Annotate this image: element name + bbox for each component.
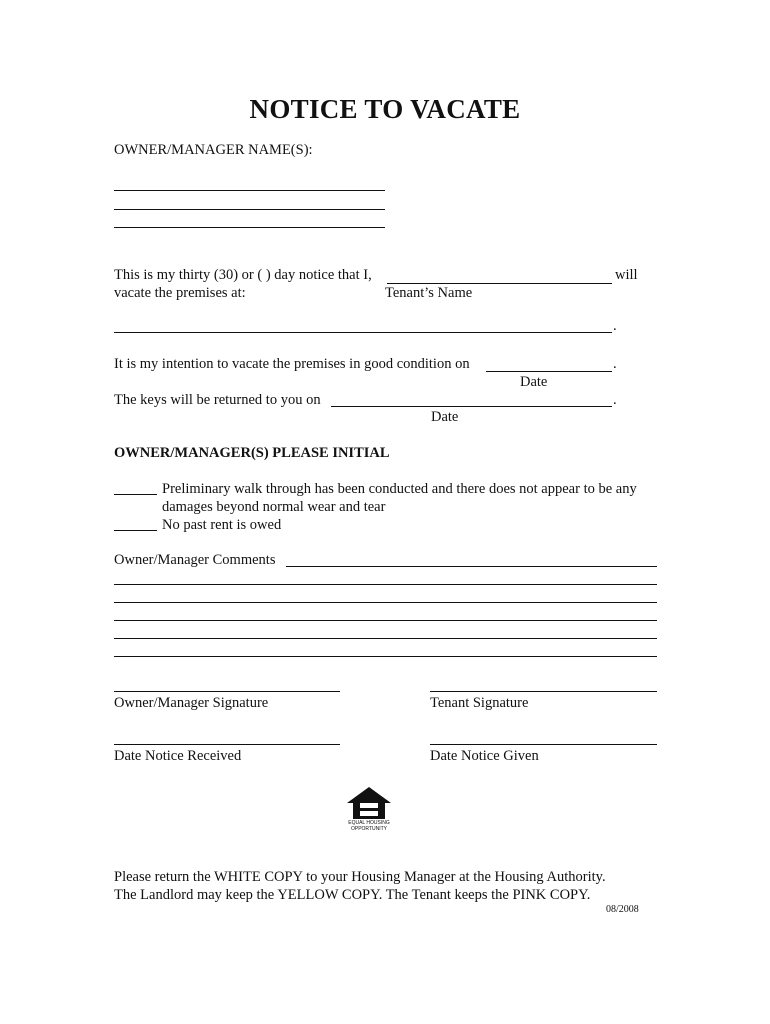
owner-names-label: OWNER/MANAGER NAME(S):: [114, 142, 313, 158]
date-given-line[interactable]: [430, 744, 657, 745]
tenant-signature-line[interactable]: [430, 691, 657, 692]
keys-text: The keys will be returned to you on: [114, 392, 321, 408]
keys-period: .: [613, 392, 617, 408]
comments-line-4[interactable]: [114, 620, 657, 621]
date-received-label: Date Notice Received: [114, 748, 242, 764]
no-past-rent-text: No past rent is owed: [162, 517, 282, 533]
address-period: .: [613, 318, 617, 334]
form-version: 08/2008: [606, 904, 639, 915]
comments-line-1[interactable]: [286, 566, 657, 567]
tenant-name-field[interactable]: [387, 283, 612, 284]
comments-label: Owner/Manager Comments: [114, 552, 276, 568]
owner-signature-label: Owner/Manager Signature: [114, 695, 269, 711]
date-received-line[interactable]: [114, 744, 340, 745]
premises-address-field[interactable]: [114, 332, 612, 333]
owner-signature-line[interactable]: [114, 691, 340, 692]
tenant-name-caption: Tenant’s Name: [385, 285, 473, 301]
vacate-date-caption: Date: [520, 374, 548, 390]
intention-text: It is my intention to vacate the premises in good condition on: [114, 356, 470, 372]
initial-heading: OWNER/MANAGER(S) PLEASE INITIAL: [114, 445, 390, 461]
keys-date-field[interactable]: [331, 406, 612, 407]
keys-date-caption: Date: [431, 409, 459, 425]
owner-name-line-1[interactable]: [114, 190, 385, 191]
tenant-signature-label: Tenant Signature: [430, 695, 529, 711]
footer-line-2: The Landlord may keep the YELLOW COPY. The Tenant keeps the PINK COPY.: [114, 887, 591, 903]
notice-text-will: will: [615, 267, 638, 283]
owner-name-line-3[interactable]: [114, 227, 385, 228]
walkthrough-initial-field[interactable]: [114, 494, 157, 495]
intention-period: .: [613, 356, 617, 372]
vacate-date-field[interactable]: [486, 371, 612, 372]
comments-line-6[interactable]: [114, 656, 657, 657]
comments-line-2[interactable]: [114, 584, 657, 585]
walkthrough-text-1: Preliminary walk through has been conducted and there does not appear to be any: [162, 481, 637, 497]
comments-line-3[interactable]: [114, 602, 657, 603]
walkthrough-text-2: damages beyond normal wear and tear: [162, 499, 386, 515]
rent-initial-field[interactable]: [114, 530, 157, 531]
footer-line-1: Please return the WHITE COPY to your Housing Manager at the Housing Authority.: [114, 869, 606, 885]
date-given-label: Date Notice Given: [430, 748, 539, 764]
owner-name-line-2[interactable]: [114, 209, 385, 210]
vacate-premises-text: vacate the premises at:: [114, 285, 246, 301]
comments-line-5[interactable]: [114, 638, 657, 639]
notice-text-start: This is my thirty (30) or ( ) day notice that I,: [114, 267, 372, 283]
form-title: NOTICE TO VACATE: [249, 94, 521, 124]
equal-housing-text: EQUAL HOUSING OPPORTUNITY: [348, 820, 390, 832]
